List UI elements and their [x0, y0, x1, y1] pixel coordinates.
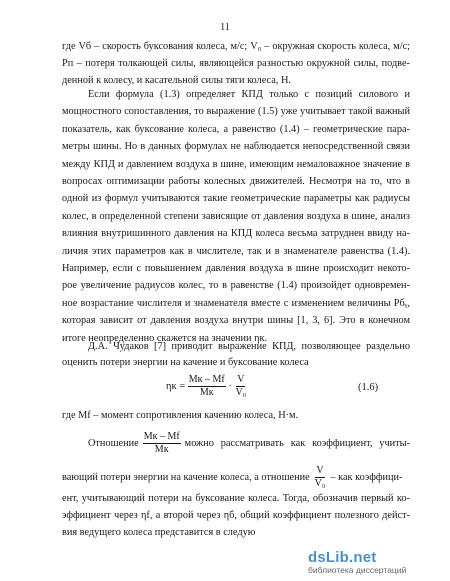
equation-dot: ·	[228, 380, 232, 392]
text-line: одной из формул учитываются такие геометрические параметры как радиусы	[62, 193, 410, 205]
text-line: показатель, как буксование колеса, а равенство (1.4) – геометрические пара-	[62, 123, 410, 135]
equation-fraction-1	[188, 374, 226, 399]
text-line: эффициент через ηf, а второй через ηб, общий коэффициент полезного дейст-	[62, 510, 410, 521]
ratio-fraction-numerator: Mк – Mf	[143, 431, 180, 442]
text-line: ент, учитывающий потери на буксование колеса. Тогда, обозначив первый ко-	[62, 493, 410, 504]
equation-fraction-2-denominator: V₀	[235, 387, 247, 398]
ratio-line-before: Отношение	[88, 437, 139, 449]
ratio2-line-after: – как коэффици-	[330, 471, 403, 483]
text-line: личия этих параметров как в числителе, так и в знаменателе равенства (1.4).	[62, 245, 410, 257]
equation-fraction-2-numerator: V	[237, 374, 245, 385]
text-line: Д.А. Чудаков [7] приводит выражение КПД, позволяющее раздельно	[88, 341, 410, 352]
text-line: денной к колесу, и касательной силы тяги колеса, Н.	[62, 75, 291, 86]
equation-fraction-1-denominator: Mк	[199, 387, 214, 398]
watermark	[308, 549, 440, 575]
equation-number: (1.6)	[358, 382, 379, 393]
text-line: ное возрастание числителя и знаменателя вместе с изменением величины Pбᵧ,	[62, 297, 410, 309]
text-line: оценить потери энергии на качение и буксование колеса	[62, 357, 309, 368]
ratio2-fraction	[314, 465, 327, 490]
text-line: вия ведущего колеса представится в следую	[62, 527, 256, 538]
text-line: мощностного сопоставления, то выражение (1.5) уже учитывает такой важный	[62, 106, 410, 118]
ratio2-fraction-denominator: V₀	[314, 478, 326, 489]
text-line: между КПД и давлением воздуха в шине, имеющим немаловажное значение в	[62, 158, 410, 170]
text-line: где Vб – скорость буксования колеса, м/с; V₀ – окружная скорость колеса, м/с;	[62, 41, 410, 52]
text-line: которая зависит от давления воздуха внутри шины [1, 3, 6]. Это в конечном	[62, 315, 410, 327]
text-line: колес, в определенной степени зависящие от давления воздуха в шине, анализ	[62, 210, 410, 222]
text-line: Если формула (1.3) определяет КПД только с позиций силового и	[88, 89, 410, 100]
text-line: рое увеличение радиусов колес, то в равенстве (1.4) произойдет одновремен-	[62, 280, 410, 292]
mf-definition-line: где Mf – момент сопротивления качению колеса, Н·м.	[62, 410, 299, 421]
equation-1-6	[166, 374, 247, 399]
watermark-subtitle: библиотека диссертаций	[308, 565, 407, 575]
equation-fraction-1-numerator: Mк – Mf	[188, 374, 225, 385]
text-line: метры шины. Но в данных формулах не наблюдается непосредственной связи	[62, 141, 410, 153]
equation-fraction-2	[235, 374, 248, 399]
text-line: влияния внутришинного давления на КПД колеса весьма затруднен ввиду на-	[62, 228, 410, 240]
ratio2-fraction-numerator: V	[316, 465, 324, 476]
text-line: итоге неопределенно скажется на значении ηк.	[62, 332, 268, 344]
text-line: Например, если с повышением давления воздуха в шине происходит некото-	[62, 263, 410, 274]
page-number: 11	[220, 22, 230, 33]
ratio2-line	[62, 465, 410, 490]
ratio2-line-before: вающий потери энергии на качение колеса, а отношение	[62, 471, 310, 483]
ratio-line	[88, 431, 410, 456]
ratio-fraction-denominator: Mк	[154, 444, 169, 455]
text-line: Pп – потеря толкающей силы, являющейся разностью окружной силы, подве-	[62, 58, 410, 69]
ratio-fraction	[143, 431, 181, 456]
ratio-line-after: можно рассматривать как коэффициент, учиты-	[184, 437, 410, 449]
watermark-logo: dsLib.net	[308, 549, 377, 566]
text-line: вопросах оптимизации работы колесных движителей. Несмотря на то, что в	[62, 176, 410, 187]
equation-lhs: ηк =	[166, 380, 186, 392]
